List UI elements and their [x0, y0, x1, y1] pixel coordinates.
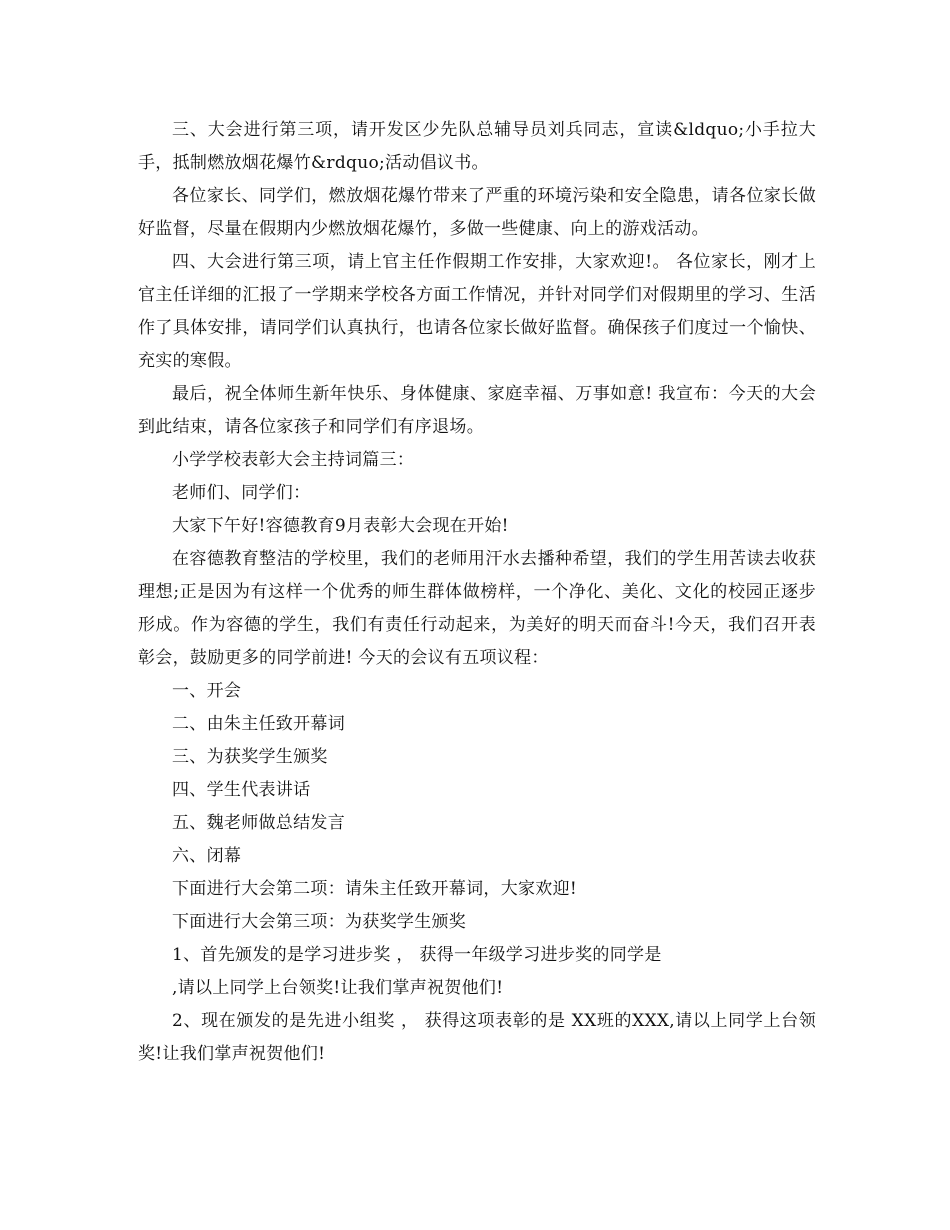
paragraph-award-1: 1、首先颁发的是学习进步奖 ， 获得一年级学习进步奖的同学是 — [172, 945, 662, 965]
paragraph-award-1-continued: ,请以上同学上台领奖!让我们掌声祝贺他们! — [172, 978, 504, 998]
paragraph-step-3: 下面进行大会第三项：为获奖学生颁奖 — [172, 912, 467, 932]
paragraph-salutation: 老师们、同学们： — [172, 483, 311, 503]
document-body — [138, 114, 816, 1071]
paragraph-introduction: 在容德教育整洁的学校里，我们的老师用汗水去播种希望，我们的学生用苦读去收获理想;正是因为有这样一个优秀的师生群体做榜样，一个净化、美化、文化的校园正逐步形成。作为容德的学生，我们有责任行动起来，为美好的明天而奋斗!今天，我们召开表彰会，鼓励更多的同学前进! 今天的会议有五项议程： — [138, 549, 816, 668]
paragraph-opening-greeting: 大家下午好!容德教育9月表彰大会现在开始! — [172, 516, 509, 536]
agenda-item-5: 五、魏老师做总结发言 — [172, 813, 345, 833]
agenda-item-1: 一、开会 — [172, 681, 242, 701]
agenda-item-2: 二、由朱主任致开幕词 — [172, 714, 345, 734]
paragraph-step-2: 下面进行大会第二项：请朱主任致开幕词，大家欢迎! — [172, 879, 578, 899]
paragraph-closing-remarks: 最后，祝全体师生新年快乐、身体健康、家庭幸福、万事如意! 我宣布：今天的大会到此结束，请各位家孩子和同学们有序退场。 — [138, 384, 816, 437]
agenda-item-6: 六、闭幕 — [172, 846, 242, 866]
agenda-item-3: 三、为获奖学生颁奖 — [172, 747, 328, 767]
paragraph-award-2: 2、现在颁发的是先进小组奖 ， 获得这项表彰的是 XX班的XXX,请以上同学上台领奖!让我们掌声祝贺他们! — [138, 1011, 816, 1064]
agenda-item-4: 四、学生代表讲话 — [172, 780, 311, 800]
paragraph-item-3-announcement: 三、大会进行第三项，请开发区少先队总辅导员刘兵同志，宣读&ldquo;小手拉大手，抵制燃放烟花爆竹&rdquo;活动倡议书。 — [138, 120, 816, 173]
section-heading: 小学学校表彰大会主持词篇三： — [172, 450, 415, 470]
paragraph-fireworks-warning: 各位家长、同学们，燃放烟花爆竹带来了严重的环境污染和安全隐患，请各位家长做好监督，尽量在假期内少燃放烟花爆竹，多做一些健康、向上的游戏活动。 — [138, 186, 816, 239]
paragraph-item-4-holiday-arrangement: 四、大会进行第三项，请上官主任作假期工作安排，大家欢迎!。 各位家长，刚才上官主任详细的汇报了一学期来学校各方面工作情况，并针对同学们对假期里的学习、生活作了具体安排，请同学们认真执行，也请各位家长做好监督。确保孩子们度过一个愉快、充实的寒假。 — [138, 252, 816, 371]
